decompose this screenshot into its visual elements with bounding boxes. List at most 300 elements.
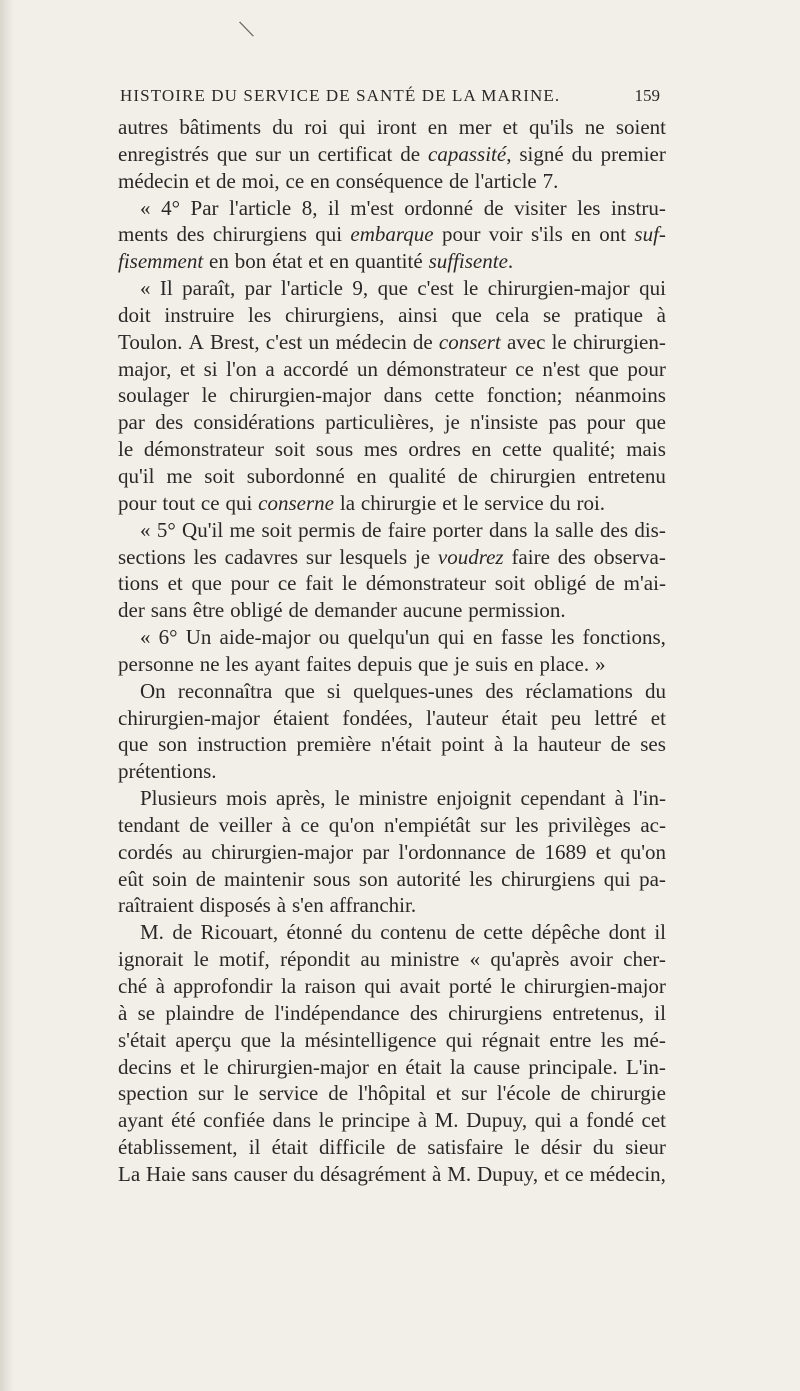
word: à: [614, 786, 624, 811]
word: ayant: [254, 651, 301, 676]
word: soit: [274, 437, 306, 462]
word: enregistrés: [118, 141, 209, 166]
word: principe: [341, 1108, 411, 1133]
word: faire: [511, 544, 550, 569]
text-line: [118, 892, 666, 919]
word: affranchir.: [329, 893, 417, 918]
word: cette: [483, 920, 523, 945]
word: spection: [118, 1081, 188, 1106]
word: chirurgiens: [212, 222, 307, 247]
word: chirurgiens,: [285, 302, 385, 327]
word: entretenus,: [552, 1000, 645, 1025]
word: point: [441, 732, 485, 757]
word: ce: [300, 812, 320, 837]
word: tions: [118, 571, 159, 596]
word: du: [571, 141, 593, 166]
word: Ricouart,: [200, 920, 279, 945]
word: embarque: [350, 222, 434, 247]
word: qui: [639, 276, 666, 301]
word: peu: [550, 705, 582, 730]
word: il: [654, 920, 666, 945]
word: par: [362, 839, 390, 864]
word: service: [258, 1081, 319, 1106]
word: ne: [199, 651, 220, 676]
text-line: [118, 678, 666, 705]
word: ne: [584, 115, 605, 139]
word: 9,: [352, 276, 369, 301]
word: le: [318, 1108, 334, 1133]
word: son: [158, 732, 188, 757]
word: Brest,: [210, 329, 260, 354]
word: premier: [600, 141, 666, 166]
text-line: [118, 731, 666, 758]
word: qu'il: [118, 463, 155, 488]
word: ce: [200, 490, 220, 515]
word: répondit: [280, 947, 351, 972]
word: de: [455, 920, 475, 945]
word: chirurgien-major: [487, 276, 630, 301]
word: paraît,: [182, 276, 236, 301]
word: suf-: [634, 222, 666, 247]
text-line: [118, 785, 666, 812]
word: avec: [506, 329, 546, 354]
word: cause: [473, 1054, 521, 1079]
word: en: [356, 463, 377, 488]
word: «: [140, 276, 151, 301]
word: «: [469, 947, 481, 972]
text-line: [118, 1054, 666, 1081]
word: ordres: [408, 437, 461, 462]
word: maintenir: [224, 866, 305, 891]
word: M.: [447, 1161, 472, 1186]
text-line: [118, 1107, 666, 1134]
word: n'empiétât: [383, 812, 471, 837]
word: première: [296, 732, 372, 757]
word: à: [417, 1108, 428, 1133]
body-text: [118, 114, 666, 1188]
word: cordés: [118, 839, 173, 864]
word: du: [350, 920, 372, 945]
word: que: [451, 302, 482, 327]
word: dont: [608, 920, 646, 945]
word: a: [569, 1108, 579, 1133]
word: a: [265, 356, 275, 381]
word: ministre: [390, 947, 460, 972]
word: l'école: [496, 1081, 551, 1106]
word: soient: [615, 115, 666, 139]
word: On: [140, 678, 166, 703]
word: les: [248, 302, 272, 327]
word: me: [166, 463, 193, 488]
word: soulager: [118, 383, 190, 408]
word: se: [137, 1000, 156, 1025]
word: Plusieurs: [140, 786, 218, 811]
word: faire: [387, 517, 427, 542]
word: sur: [461, 1081, 487, 1106]
word: voir: [488, 222, 523, 247]
word: en: [571, 222, 591, 247]
word: s'en: [291, 893, 324, 918]
word: que: [588, 356, 619, 381]
word: l'ordonnance: [398, 839, 507, 864]
word: la: [339, 490, 356, 515]
word: que: [377, 276, 408, 301]
word: était: [501, 705, 538, 730]
word: de: [189, 812, 210, 837]
word: qui: [315, 222, 343, 247]
word: soit: [261, 517, 292, 542]
word: chirurgien-major: [524, 974, 666, 998]
word: les: [193, 544, 217, 569]
word: et: [195, 168, 211, 193]
word: ont: [599, 222, 627, 247]
word: chirurgien-major: [227, 1054, 369, 1079]
word: subordonné: [246, 463, 345, 488]
text-line: [118, 275, 666, 302]
word: ce: [277, 571, 297, 596]
word: des: [557, 544, 586, 569]
word: capassité,: [428, 141, 512, 166]
word: à: [118, 1000, 128, 1025]
word: privilèges: [548, 812, 631, 837]
word: chirurgiens: [448, 1000, 543, 1025]
word: plaindre: [165, 1000, 235, 1025]
word: sur: [480, 812, 506, 837]
text-line: [118, 839, 666, 866]
word: la: [513, 732, 529, 757]
word: disposés: [199, 893, 271, 918]
word: soit: [494, 571, 526, 596]
word: chirurgie: [590, 1081, 666, 1106]
word: médecin,: [589, 1161, 666, 1186]
word: Qu'il: [182, 517, 224, 542]
word: démonstrateur: [386, 356, 507, 381]
word: ce: [515, 356, 534, 381]
word: 7.: [542, 168, 559, 193]
word: quantité: [355, 249, 423, 274]
word: fait: [305, 571, 334, 596]
word: la: [280, 1027, 296, 1052]
word: la: [449, 1054, 466, 1079]
word: des: [485, 678, 514, 703]
word: «: [140, 625, 151, 650]
word: du: [272, 115, 294, 139]
word: je: [454, 651, 470, 676]
word: à: [155, 974, 165, 998]
word: sous: [313, 866, 351, 891]
word: si: [203, 356, 218, 381]
word: son: [358, 866, 389, 891]
word: lettré: [594, 705, 638, 730]
word: m'est: [350, 195, 394, 220]
word: de: [457, 463, 478, 488]
word: démonstrateur: [143, 437, 264, 462]
word: cette: [502, 437, 542, 462]
word: mer: [458, 115, 492, 139]
text-line: [118, 302, 666, 329]
word: pour: [118, 490, 157, 515]
word: accordé: [283, 356, 349, 381]
word: les: [600, 1027, 624, 1052]
word: étonné: [286, 920, 343, 945]
word: après,: [275, 786, 326, 811]
stray-pen-mark: \: [236, 13, 257, 46]
word: signé: [519, 141, 564, 166]
word: der: [118, 598, 145, 623]
word: c'est: [417, 276, 454, 301]
word: Un: [185, 625, 212, 650]
word: l'hôpital: [358, 1081, 426, 1106]
word: decins: [118, 1054, 172, 1079]
word: service: [484, 490, 544, 515]
word: un: [308, 329, 330, 354]
word: de: [483, 195, 504, 220]
word: prétentions.: [118, 759, 217, 784]
word: par: [244, 276, 272, 301]
text-line: [118, 490, 666, 517]
word: en: [513, 651, 534, 676]
word: entretenu: [587, 463, 666, 488]
word: de: [361, 517, 382, 542]
word: à: [281, 812, 292, 837]
word: cet: [641, 1108, 666, 1133]
word: dans: [383, 383, 423, 408]
text-line: [118, 168, 666, 195]
word: cher-: [623, 947, 666, 972]
word: tendant: [118, 812, 180, 837]
word: le: [500, 974, 516, 998]
text-line: [118, 141, 666, 168]
word: que: [118, 732, 149, 757]
word: bon: [234, 249, 267, 274]
word: cela: [495, 302, 530, 327]
word: visiter: [514, 195, 567, 220]
word: chirurgien-major: [118, 705, 260, 730]
word: de: [400, 141, 421, 166]
text-line: [118, 544, 666, 571]
word: dans: [272, 1108, 311, 1133]
word: et: [167, 571, 183, 596]
word: sans: [150, 598, 187, 623]
word: l'in-: [633, 786, 666, 811]
word: de: [216, 168, 236, 193]
word: 8,: [301, 195, 318, 220]
word: il: [248, 1135, 261, 1160]
word: chirurgien-major: [229, 383, 372, 408]
word: à: [493, 732, 504, 757]
word: et: [502, 115, 518, 139]
word: hauteur: [537, 732, 601, 757]
word: le: [233, 1081, 249, 1106]
word: quelqu'un: [347, 625, 430, 650]
word: La: [118, 1161, 141, 1186]
word: le: [463, 276, 479, 301]
word: aperçu: [175, 1027, 232, 1052]
word: que: [191, 571, 222, 596]
word: avoir: [569, 947, 613, 972]
word: suffisente.: [428, 249, 514, 274]
word: en: [472, 625, 493, 650]
word: permis: [298, 517, 356, 542]
word: de: [172, 920, 193, 945]
word: Il: [159, 276, 173, 301]
word: me: [229, 517, 256, 542]
word: «: [140, 517, 151, 542]
word: quelques-unes: [353, 678, 474, 703]
word: chirurgie: [360, 490, 437, 515]
word: de: [560, 1081, 581, 1106]
word: étaient: [273, 705, 330, 730]
word: veiller: [218, 812, 273, 837]
word: du: [549, 490, 571, 515]
word: doit: [118, 302, 151, 327]
word: et: [650, 705, 666, 730]
word: de: [328, 1081, 349, 1106]
word: chirurgien: [489, 463, 576, 488]
word: le: [334, 786, 350, 811]
word: instru-: [611, 195, 666, 220]
word: ordonné: [404, 195, 474, 220]
word: les: [551, 625, 575, 650]
word: l'indépendance: [274, 1000, 400, 1025]
text-line: [118, 705, 666, 732]
word: néanmoins: [575, 383, 666, 408]
word: le: [203, 1054, 219, 1079]
word: être: [192, 598, 225, 623]
word: que: [216, 141, 248, 166]
word: c'est: [265, 329, 303, 354]
word: du: [293, 1161, 315, 1186]
word: sections: [118, 544, 186, 569]
word: des: [176, 222, 205, 247]
word: chirurgien-major: [211, 839, 354, 864]
word: l'auteur: [426, 705, 489, 730]
word: l'article: [474, 168, 537, 193]
word: sieur: [625, 1135, 666, 1160]
word: un: [357, 356, 378, 381]
word: des: [600, 517, 629, 542]
word: en: [377, 1054, 398, 1079]
word: je: [414, 544, 431, 569]
text-line: [118, 221, 666, 248]
text-line: [118, 973, 666, 1000]
word: moi,: [241, 168, 280, 193]
word: 1689: [544, 839, 587, 864]
word: pas: [548, 410, 577, 435]
word: désagrément: [320, 1161, 427, 1186]
word: ce: [285, 168, 305, 193]
word: pa-: [639, 866, 666, 891]
text-line: [118, 812, 666, 839]
word: mois: [226, 786, 267, 811]
word: en: [209, 249, 229, 274]
word: chirurgiens: [501, 866, 596, 891]
word: fasse: [500, 625, 543, 650]
text-line: [118, 866, 666, 893]
word: les: [577, 195, 601, 220]
word: si: [326, 678, 341, 703]
text-line: [118, 329, 666, 356]
text-line: [118, 463, 666, 490]
word: au: [360, 947, 381, 972]
word: et: [435, 1081, 452, 1106]
word: la: [280, 974, 297, 998]
word: à: [276, 893, 287, 918]
word: place.: [539, 651, 590, 676]
word: instruire: [164, 302, 235, 327]
text-line: [118, 1027, 666, 1054]
word: soit: [204, 463, 235, 488]
word: confiée: [203, 1108, 265, 1133]
word: sous: [315, 437, 354, 462]
word: de: [244, 1000, 265, 1025]
word: pour: [441, 222, 481, 247]
word: Par: [190, 195, 219, 220]
word: reconnaîtra: [177, 678, 273, 703]
word: mésintelligence: [304, 1027, 437, 1052]
word: était: [405, 1054, 442, 1079]
word: salle: [555, 517, 594, 542]
text-line: [118, 1000, 666, 1027]
word: par: [118, 410, 145, 435]
word: pratique: [574, 302, 643, 327]
word: 4°: [161, 195, 180, 220]
word: du: [645, 678, 666, 703]
text-line: [118, 436, 666, 463]
word: que: [418, 651, 449, 676]
word: des: [409, 1000, 438, 1025]
word: mé-: [633, 1027, 666, 1052]
word: qui: [534, 1108, 562, 1133]
text-line: [118, 597, 666, 624]
word: au: [182, 839, 202, 864]
word: faites: [305, 651, 352, 676]
word: le: [463, 490, 479, 515]
word: ou: [318, 625, 340, 650]
word: entre: [549, 1027, 592, 1052]
word: le: [551, 329, 567, 354]
word: établissement,: [118, 1135, 238, 1160]
word: dans: [488, 517, 528, 542]
word: autres: [118, 115, 169, 139]
word: qui: [437, 625, 465, 650]
word: conserne: [258, 490, 334, 515]
word: médecin: [118, 168, 190, 193]
word: état: [272, 249, 303, 274]
text-line: [118, 114, 666, 141]
text-line: [118, 1161, 666, 1188]
word: ché: [118, 974, 148, 998]
word: qu'on: [620, 839, 666, 864]
word: approfondir: [173, 974, 273, 998]
word: en: [329, 249, 350, 274]
word: s'ils: [530, 222, 563, 247]
word: demander: [314, 598, 397, 623]
word: M.: [434, 1108, 459, 1133]
text-line: [118, 1080, 666, 1107]
word: sur: [305, 544, 332, 569]
word: chirurgien-: [572, 329, 666, 354]
word: dis-: [634, 517, 666, 542]
word: tout: [162, 490, 196, 515]
word: ayant: [118, 1108, 164, 1133]
text-line: [118, 248, 666, 275]
word: en: [310, 168, 330, 193]
word: il: [328, 195, 340, 220]
page-edge-shadow: [0, 0, 14, 1391]
word: lesquels: [339, 544, 408, 569]
word: observa-: [593, 544, 666, 569]
